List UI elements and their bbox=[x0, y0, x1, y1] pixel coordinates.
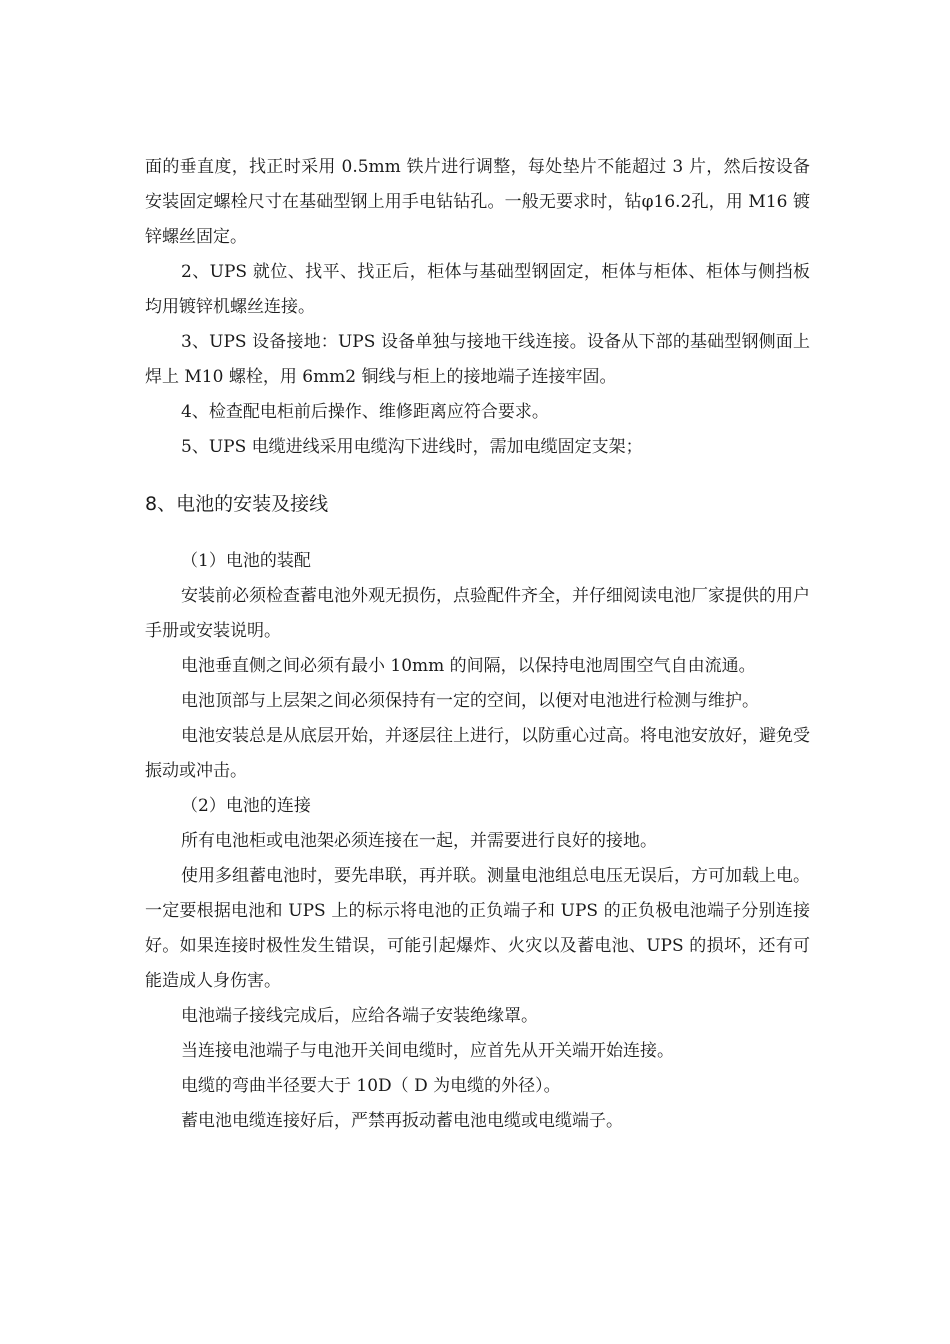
paragraph-assembly-1: 安装前必须检查蓄电池外观无损伤，点验配件齐全，并仔细阅读电池厂家提供的用户手册或安装说明。 bbox=[145, 586, 810, 641]
paragraph-continuation: 面的垂直度，找正时采用 0.5mm 铁片进行调整，每处垫片不能超过 3 片，然后按设备安装固定螺栓尺寸在基础型钢上用手电钻钻孔。一般无要求时，钻φ16.2孔，用 M16 镀锌螺丝固定。 bbox=[145, 157, 810, 247]
paragraph-assembly-3: 电池顶部与上层架之间必须保持有一定的空间，以便对电池进行检测与维护。 bbox=[181, 691, 759, 711]
subsection-title-assembly: （1）电池的装配 bbox=[181, 551, 311, 571]
paragraph-assembly-4: 电池安装总是从底层开始，并逐层往上进行，以防重心过高。将电池安放好，避免受振动或冲击。 bbox=[145, 726, 810, 781]
paragraph-step-3: 3、UPS 设备接地：UPS 设备单独与接地干线连接。设备从下部的基础型钢侧面上焊上 M10 螺栓，用 6mm2 铜线与柜上的接地端子连接牢固。 bbox=[145, 332, 810, 387]
paragraph-connection-4: 当连接电池端子与电池开关间电缆时，应首先从开关端开始连接。 bbox=[181, 1041, 674, 1061]
paragraph-connection-1: 所有电池柜或电池架必须连接在一起，并需要进行良好的接地。 bbox=[181, 831, 657, 851]
paragraph-connection-5: 电缆的弯曲半径要大于 10D（ D 为电缆的外径）。 bbox=[181, 1076, 561, 1096]
paragraph-step-4: 4、检查配电柜前后操作、维修距离应符合要求。 bbox=[181, 402, 549, 422]
paragraph-assembly-2: 电池垂直侧之间必须有最小 10mm 的间隔，以保持电池周围空气自由流通。 bbox=[181, 656, 756, 676]
paragraph-step-5: 5、UPS 电缆进线采用电缆沟下进线时，需加电缆固定支架； bbox=[181, 437, 643, 457]
subsection-title-connection: （2）电池的连接 bbox=[181, 796, 311, 816]
paragraph-step-2: 2、UPS 就位、找平、找正后，柜体与基础型钢固定，柜体与柜体、柜体与侧挡板均用镀锌机螺丝连接。 bbox=[145, 262, 810, 317]
paragraph-connection-2: 使用多组蓄电池时，要先串联，再并联。测量电池组总电压无误后，方可加载上电。一定要根据电池和 UPS 上的标示将电池的正负端子和 UPS 的正负极电池端子分别连接好。如果连接时极性发生错误，可能引起爆炸、火灾以及蓄电池、UPS 的损坏，还有可能造成人身伤害。 bbox=[145, 866, 810, 991]
document-body bbox=[145, 150, 810, 1139]
paragraph-connection-6: 蓄电池电缆连接好后，严禁再扳动蓄电池电缆或电缆端子。 bbox=[181, 1111, 623, 1131]
section-heading: 8、电池的安装及接线 bbox=[145, 493, 329, 515]
paragraph-connection-3: 电池端子接线完成后，应给各端子安装绝缘罩。 bbox=[181, 1006, 538, 1026]
